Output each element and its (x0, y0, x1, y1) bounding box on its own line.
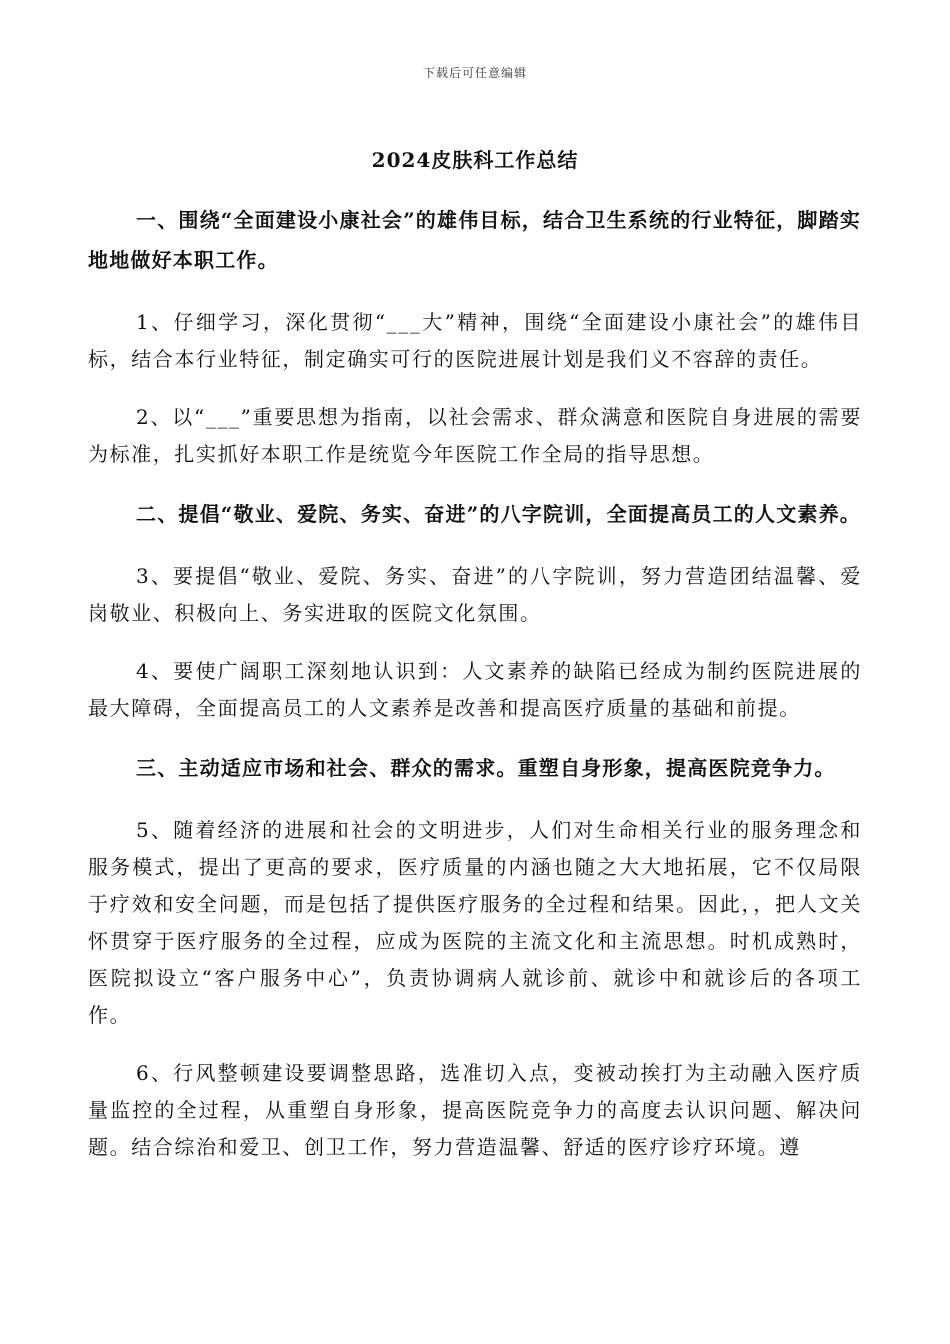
paragraph-3: 3、要提倡“敬业、爱院、务实、奋进”的八字院训，努力营造团结温馨、爱岗敬业、积极向上、务实进取的医院文化氛围。 (88, 564, 862, 625)
paragraph-4: 4、要使广阔职工深刻地认识到：人文素养的缺陷已经成为制约医院进展的最大障碍，全面提高员工的人文素养是改善和提高医疗质量的基础和前提。 (88, 659, 862, 720)
paragraph-5: 5、随着经济的进展和社会的文明进步，人们对生命相关行业的服务理念和服务模式，提出了更高的要求，医疗质量的内涵也随之大大地拓展，它不仅局限于疗效和安全问题，而是包括了提供医疗服务的全过程和结果。因此，，把人文关怀贯穿于医疗服务的全过程，应成为医院的主流文化和主流思想。时机成熟时，医院拟设立“客户服务中心”，负责协调病人就诊前、就诊中和就诊后的各项工作。 (88, 818, 862, 1027)
document-body (88, 200, 862, 1187)
paragraph-6: 6、行风整顿建设要调整思路，选准切入点，变被动挨打为主动融入医疗质量监控的全过程，从重塑自身形象，提高医院竞争力的高度去认识问题、解决问题。结合综治和爱卫、创卫工作，努力营造温馨、舒适的医疗诊疗环境。遵 (88, 1061, 862, 1159)
section-heading-3: 三、主动适应市场和社会、群众的需求。重塑自身形象，提高医院竞争力。 (136, 756, 836, 780)
section-heading-1: 一、围绕“全面建设小康社会”的雄伟目标，结合卫生系统的行业特征，脚踏实地地做好本职工作。 (88, 208, 862, 272)
paragraph-1: 1、仔细学习，深化贯彻“___大”精神，围绕“全面建设小康社会”的雄伟目标，结合本行业特征，制定确实可行的医院进展计划是我们义不容辞的责任。 (88, 310, 862, 371)
paragraph-2: 2、以“___”重要思想为指南，以社会需求、群众满意和医院自身进展的需要为标准，扎实抓好本职工作是统览今年医院工作全局的指导思想。 (88, 405, 862, 466)
header-note: 下载后可任意编辑 (422, 66, 527, 80)
section-heading-2: 二、提倡“敬业、爱院、务实、奋进”的八字院训，全面提高员工的人文素养。 (136, 502, 862, 526)
document-title: 2024皮肤科工作总结 (371, 148, 579, 172)
